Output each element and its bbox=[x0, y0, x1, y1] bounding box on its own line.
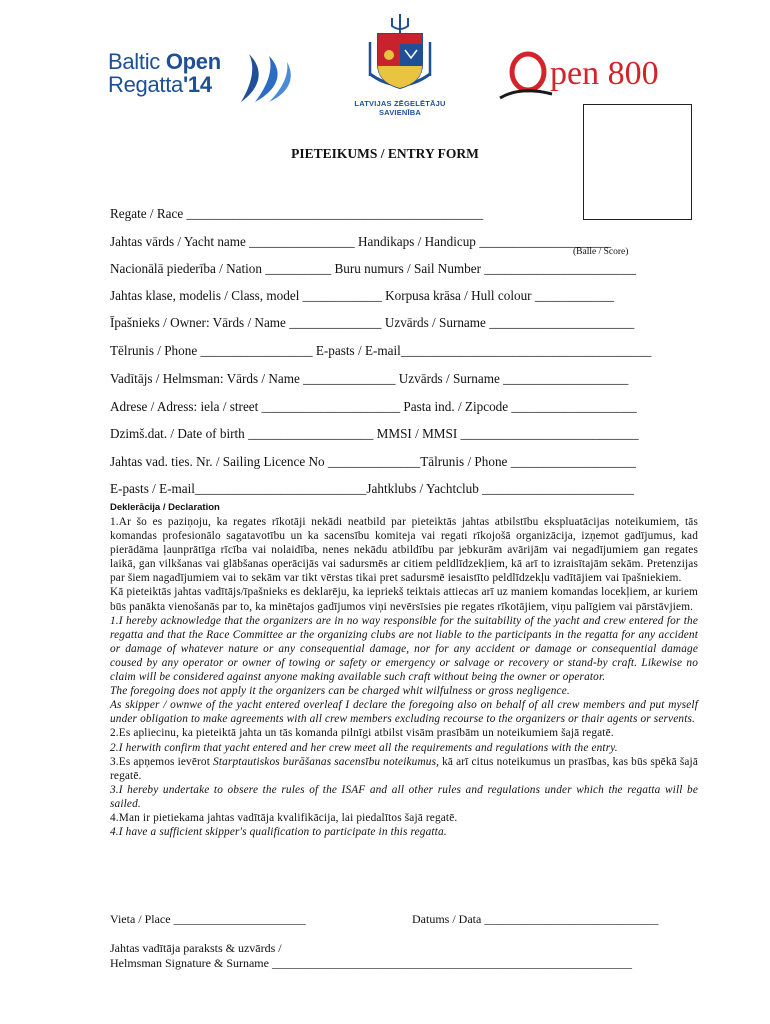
baltic-logo-line1: Baltic bbox=[108, 49, 166, 74]
place-field[interactable]: Vieta / Place ______________________ bbox=[110, 912, 306, 926]
handicap-note: (Balle / Score) bbox=[573, 247, 629, 257]
declaration-para-en-4: 2.I herwith confirm that yacht entered and her crew meet all the requirements and regulations with the entry. bbox=[110, 741, 618, 754]
helmsman-name-field[interactable]: Vadītājs / Helmsman: Vārds / Name ______________ Uzvārds / Surname ___________________ bbox=[110, 371, 629, 386]
crest-icon bbox=[360, 12, 440, 94]
open-800-logo bbox=[498, 50, 708, 110]
yacht-name-handicap-field[interactable]: Jahtas vārds / Yacht name ________________ Handikaps / Handicup ____________________ bbox=[110, 234, 612, 249]
address-zipcode-field[interactable]: Adrese / Adress: iela / street _____________________ Pasta ind. / Zipcode ___________________ bbox=[110, 399, 637, 414]
declaration-p8-start: 3.Es apņemos ievērot bbox=[110, 755, 214, 768]
email-yachtclub-field[interactable]: E-pasts / E-mail__________________________Jahtklubs / Yachtclub _______________________ bbox=[110, 481, 634, 496]
signature-label: Jahtas vadītāja paraksts & uzvārds / bbox=[110, 941, 282, 955]
declaration-para-lv-1: 1.Ar šo es paziņoju, ka regates rīkotāji nekādi neatbild par pieteiktās jahtas atbilstību ekspluatācijas noteikumiem, tās komandas profesionālo sagatavotību un ka sacensību komiteja vai regati rīkojošā organizācija, izņemot gadījumus, kad pierādāma ļaunprātīga rīcība vai nolaidība, nenes nekādu atbildību par jebkurām avārijām vai negadījumiem gan regates laikā, gan vilkšanas vai glābšanas operācijās vai sadursmēs ar citiem peldlīdzekļiem, kā arī to izraisītajām sekām. Pretenzijas par šiem nagadījumiem vai to sekām var tikt vērstas tikai pret sadursmē iesaistīto peldlīdzekļu vadītājiem vai īpašniekiem. bbox=[110, 516, 698, 585]
baltic-logo-line2-bold: '14 bbox=[182, 72, 212, 97]
baltic-open-regatta-logo bbox=[108, 50, 298, 106]
declaration-para-lv-5: 4.Man ir pietiekama jahtas vadītāja kvalifikācija, lai piedalītos šajā regatē. bbox=[110, 811, 458, 824]
race-field[interactable]: Regate / Race _____________________________________________ bbox=[110, 206, 484, 221]
owner-name-field[interactable]: Īpašnieks / Owner: Vārds / Name ______________ Uzvārds / Surname ______________________ bbox=[110, 315, 635, 330]
baltic-logo-line2: Regatta bbox=[108, 72, 183, 97]
sails-icon bbox=[233, 52, 295, 106]
declaration-para-lv-2: Kā pieteiktās jahtas vadītājs/īpašnieks es deklarēju, ka iepriekš teiktais attiecas arī uz maniem komandas locekļiem, ar kuriem būs panākta vienošanās par to, ka minētajos gadījumos viņi nevērsīsies pie regates rīkotājiem, viņu palīgiem vai pārstāvjiem. bbox=[110, 586, 698, 613]
latvian-sailing-union-crest bbox=[335, 12, 465, 117]
declaration-text bbox=[110, 515, 698, 839]
declaration-p8-rules: Starptautiskos burāšanas sacensību noteikumus bbox=[213, 755, 437, 768]
date-field[interactable]: Datums / Data _____________________________ bbox=[412, 912, 659, 926]
signature-field[interactable]: Helmsman Signature & Surname ____________________________________________________________ bbox=[110, 956, 632, 970]
declaration-para-en-5: 3.I hereby undertake to obsere the rules of the ISAF and all other rules and regulations under which the regatta will be sailed. bbox=[110, 783, 698, 810]
declaration-p8-end: , kā arī citus noteikumus un prasības, kas būs spēkā šajā regatē. bbox=[110, 755, 698, 782]
declaration-para-lv-3: 2.Es apliecinu, ka pieteiktā jahta un tās komanda pilnīgi atbilst visām prasībām un noteikumiem šajā regatē. bbox=[110, 727, 614, 740]
declaration-para-lv-4 bbox=[110, 755, 698, 783]
crest-caption: LATVIJAS ZĒGELĒTĀJU SAVIENĪBA bbox=[354, 99, 446, 117]
class-hull-colour-field[interactable]: Jahtas klase, modelis / Class, model ____________ Korpusa krāsa / Hull colour ____________ bbox=[110, 288, 614, 303]
declaration-heading: Deklerācija / Declaration bbox=[110, 502, 220, 513]
open-800-text: pen 800 bbox=[550, 55, 659, 92]
nation-sail-number-field[interactable]: Nacionālā piederība / Nation __________ Buru numurs / Sail Number _______________________ bbox=[110, 261, 636, 276]
declaration-para-en-3: As skipper / ownwe of the yacht entered overleaf I declare the foregoing also on behalf of all crew members and put myself under obligation to make agreements with all crew members excluding recourse to the organizers or thair agents or servents. bbox=[110, 699, 698, 726]
declaration-para-en-2: The foregoing does not apply it the organizers can be charged whit wilfulness or gross negligence. bbox=[110, 685, 570, 698]
form-title: PIETEIKUMS / ENTRY FORM bbox=[291, 146, 479, 161]
sailing-licence-phone-field[interactable]: Jahtas vad. ties. Nr. / Sailing Licence No ______________Tālrunis / Phone ___________________ bbox=[110, 454, 636, 469]
birthdate-mmsi-field[interactable]: Dzimš.dat. / Date of birth ___________________ MMSI / MMSI ___________________________ bbox=[110, 426, 639, 441]
declaration-para-en-6: 4.I have a sufficient skipper's qualification to participate in this regatta. bbox=[110, 826, 447, 839]
phone-email-field[interactable]: Tēlrunis / Phone _________________ E-pasts / E-mail______________________________________ bbox=[110, 343, 652, 358]
open-swoosh-icon bbox=[498, 50, 554, 108]
declaration-para-en-1: 1.I hereby acknowledge that the organizers are in no way responsible for the suitability of the yacht and crew entered for the regatta and that the Race Committee ar the organizing clubs are not liable to the participants in the regatta for any accident or damage of whatever nature or any consequential damage, nor for any accident or damage or consequential damage coused by any operator or owner of towing or safety or emergency or salvage or recovery or stand-by craft. Likewise no claim will be considered against anyone making available such craft without being the owner or operator. bbox=[110, 614, 698, 684]
baltic-logo-line1-bold: Open bbox=[165, 49, 221, 74]
photo-box bbox=[583, 104, 692, 220]
